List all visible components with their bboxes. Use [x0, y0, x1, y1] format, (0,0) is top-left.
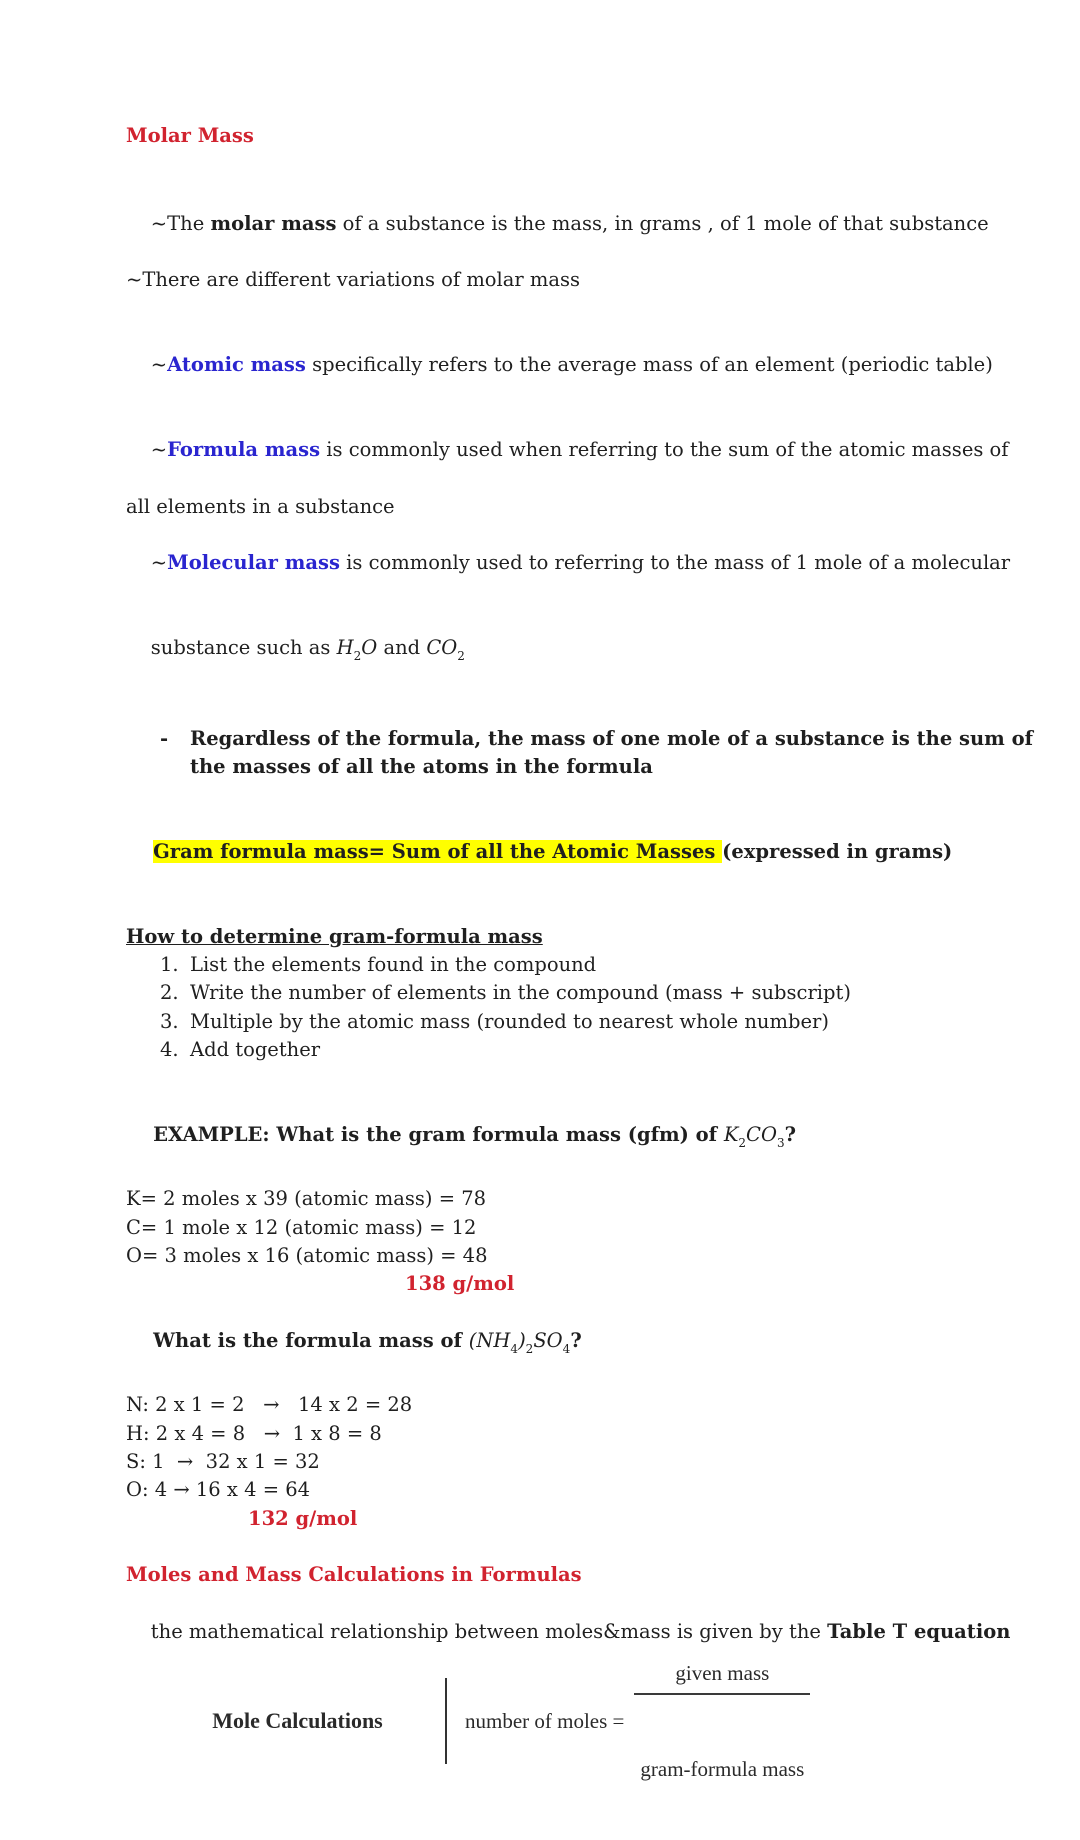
and-text: and: [377, 636, 427, 660]
example1-result: 138 g/mol: [405, 1272, 515, 1296]
howto-step-3: [126, 1008, 1040, 1036]
example1-heading: [126, 1093, 1040, 1178]
howto-step-4: [126, 1036, 1040, 1064]
molecular-mass-term: Molecular mass: [167, 551, 340, 575]
formula-mass-term: Formula mass: [167, 437, 321, 461]
calc-line: C= 1 mole x 12 (atomic mass) = 12: [126, 1215, 477, 1239]
equation-fraction: [634, 1603, 810, 1840]
gfm-rest: (expressed in grams): [722, 839, 953, 863]
formula-h2o: $H_2O$: [336, 636, 378, 664]
step-text: Write the number of elements in the compound (mass + subscript): [190, 981, 851, 1005]
highlighted-definition: Gram formula mass= Sum of all the Atomic Masses: [153, 839, 723, 863]
calc-line: N: 2 x 1 = 2 → 14 x 2 = 28: [126, 1393, 413, 1417]
tilde: ~: [150, 551, 168, 575]
bullet-line-1: Regardless of the formula, the mass of one mole of a substance is the sum of: [190, 726, 1034, 750]
step-text: List the elements found in the compound: [190, 953, 597, 977]
intro-bold-term: molar mass: [210, 211, 337, 235]
step-number: 1.: [160, 953, 179, 977]
molecular-cont-pre: substance such as: [150, 636, 337, 660]
figure-label: Mole Calculations: [212, 1708, 383, 1734]
formula-co2: $CO_2$: [426, 636, 465, 664]
howto-step-1: [126, 951, 1040, 979]
intro-rest: of a substance is the mass, in grams , of 1 mole of that substance: [336, 211, 989, 235]
molecular-mass-line: [126, 521, 1040, 606]
formula-k2co3: $K_2CO_3$: [723, 1122, 785, 1150]
moles-body-pre: the mathematical relationship between moles&mass is given by the: [150, 1619, 828, 1643]
molecular-mass-rest: is commonly used to referring to the mass of 1 mole of a molecular: [339, 551, 1011, 575]
calc-line: K= 2 moles x 39 (atomic mass) = 78: [126, 1187, 487, 1211]
molecular-mass-cont: [126, 606, 1040, 691]
table-t-figure: [150, 1661, 1040, 1782]
example2-heading: [126, 1299, 1040, 1384]
tilde: ~: [150, 353, 168, 377]
formula-nh4so4: $(NH_4)_2SO_4$: [468, 1328, 571, 1356]
calc-line: O= 3 moles x 16 (atomic mass) = 48: [126, 1243, 488, 1267]
intro-line-1: [126, 181, 1040, 266]
bullet-dash: -: [160, 726, 169, 750]
step-text: Add together: [190, 1037, 321, 1061]
question-mark: ?: [784, 1122, 797, 1146]
bullet-text: [190, 725, 1033, 782]
atomic-mass-line: [126, 323, 1040, 408]
atomic-mass-term: Atomic mass: [167, 353, 306, 377]
howto-step-2: [126, 979, 1040, 1007]
fraction-denominator: gram-formula mass: [640, 1757, 805, 1782]
formula-mass-rest: is commonly used when referring to the sum of the atomic masses of: [320, 437, 1009, 461]
formula-mass-line: [126, 408, 1040, 493]
calc-line: O: 4 → 16 x 4 = 64: [126, 1478, 311, 1502]
page-title: Molar Mass: [126, 124, 254, 147]
atomic-mass-rest: specifically refers to the average mass of an element (periodic table): [305, 353, 993, 377]
intro-line-2: ~There are different variations of molar mass: [126, 268, 581, 292]
tilde: ~: [150, 437, 168, 461]
equation-lhs: number of moles =: [465, 1709, 625, 1734]
key-point-bullet: [126, 725, 1040, 782]
bullet-line-2: the masses of all the atoms in the formula: [190, 754, 653, 778]
formula-mass-cont: all elements in a substance: [126, 494, 395, 518]
table-t-equation-text: Table T equation: [827, 1619, 1011, 1643]
gram-formula-mass-line: [126, 810, 1040, 895]
step-number: 4.: [160, 1037, 179, 1061]
question-mark: ?: [570, 1328, 582, 1352]
moles-section-heading: Moles and Mass Calculations in Formulas: [126, 1563, 582, 1587]
howto-heading: How to determine gram-formula mass: [126, 924, 543, 948]
example1-lead: EXAMPLE: What is the gram formula mass (gfm) of: [153, 1122, 724, 1146]
step-number: 2.: [160, 981, 179, 1005]
mole-equation: [447, 1603, 810, 1840]
intro-pre: ~The: [150, 211, 211, 235]
step-number: 3.: [160, 1009, 179, 1033]
calc-line: S: 1 → 32 x 1 = 32: [126, 1450, 320, 1474]
fraction-numerator: given mass: [634, 1659, 810, 1694]
example2-result: 132 g/mol: [248, 1506, 358, 1530]
step-text: Multiple by the atomic mass (rounded to nearest whole number): [190, 1009, 829, 1033]
example2-lead: What is the formula mass of: [153, 1328, 469, 1352]
calc-line: H: 2 x 4 = 8 → 1 x 8 = 8: [126, 1421, 382, 1445]
